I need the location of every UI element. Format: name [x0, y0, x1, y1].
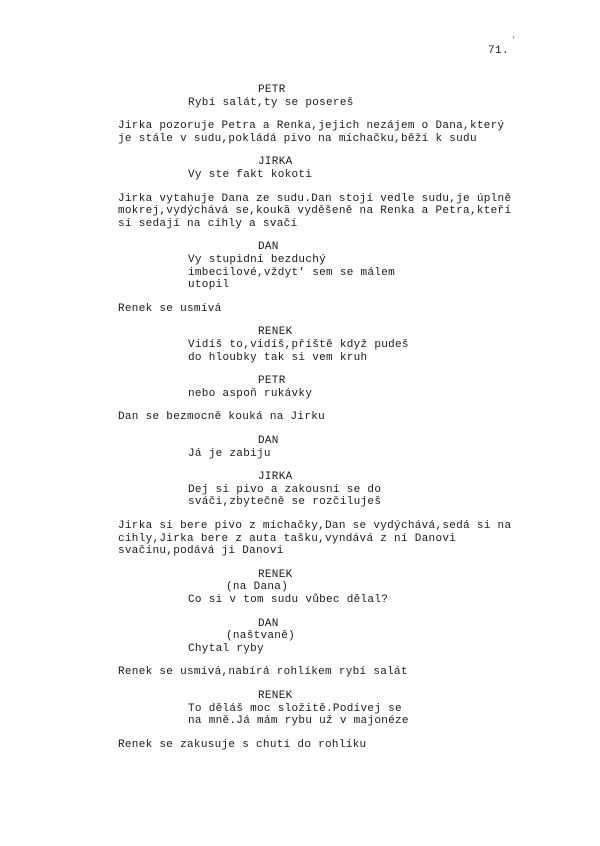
- dialogue-line: Dej si pivo a zakousni se do: [188, 483, 382, 496]
- dialogue-line: imbecilové,vždyt' sem se málem: [188, 266, 396, 279]
- action-line: Renek se usmívá,nabírá rohlíkem rybí salát: [118, 666, 408, 679]
- dialogue-line: Vy stupidní bezduchý: [188, 254, 327, 266]
- parenthetical: (na Dana): [226, 581, 289, 594]
- dialogue-line: Vidíš to,vidíš,příště když pudeš: [188, 339, 409, 351]
- action-line: Jirka si bere pivo z míchačky,Dan se vydýchává,sedá si na: [118, 520, 512, 532]
- character-name: PETR: [258, 375, 286, 388]
- dialogue-line: Rybí salát,ty se posereš: [188, 96, 354, 109]
- dialogue-line: nebo aspoň rukávky: [188, 387, 313, 400]
- character-name: JIRKA: [258, 471, 293, 484]
- corner-mark: ': [511, 36, 516, 45]
- character-name: RENEK: [258, 568, 293, 581]
- dialogue-line: do hloubky tak si vem kruh: [188, 351, 368, 364]
- action-line: Renek se usmívá: [118, 302, 222, 315]
- action-line: Dan se bezmocně kouká na Jirku: [118, 411, 326, 424]
- dialogue-line: utopil: [188, 279, 230, 292]
- page-number: 71.: [488, 45, 510, 57]
- character-name: RENEK: [258, 326, 293, 339]
- dialogue-line: To děláš moc složitě.Podívej se: [188, 702, 402, 715]
- character-name: PETR: [258, 84, 286, 96]
- character-name: DAN: [258, 241, 279, 254]
- dialogue-line: Já je zabiju: [188, 447, 271, 460]
- character-name: JIRKA: [258, 156, 293, 169]
- dialogue-line: na mně.Já mám rybu už v majonéze: [188, 715, 409, 728]
- action-line: Renek se zakusuje s chutí do rohlíku: [118, 738, 367, 751]
- action-line: si sedají na cihly a svačí: [118, 217, 298, 230]
- character-name: RENEK: [258, 690, 293, 702]
- dialogue-line: Chytal ryby: [188, 642, 264, 655]
- action-line: mokrej,vydýchává se,koukă vyděšeně na Renka a Petra,kteří: [118, 205, 512, 218]
- dialogue-line: sváči,zbytečně se rozčiluješ: [188, 496, 382, 509]
- character-name: DAN: [258, 435, 279, 447]
- action-line: je stále v sudu,pokládá pivo na míchačku,běží k sudu: [118, 132, 477, 145]
- action-line: cihly,Jirka bere z auta tašku,vyndává z ní Danovi: [118, 532, 457, 545]
- dialogue-line: Co si v tom sudu vůbec dělal?: [188, 594, 389, 606]
- action-line: Jirka vytahuje Dana ze sudu.Dan stojí vedle sudu,je úplně: [118, 192, 512, 205]
- dialogue-line: Vy ste fakt kokoti: [188, 169, 313, 181]
- parenthetical: (naštvaně): [226, 630, 296, 643]
- action-line: svačinu,podává ji Danovi: [118, 545, 284, 558]
- action-line: Jirka pozoruje Petra a Renka,jejich nezájem o Dana,který: [118, 120, 505, 133]
- character-name: DAN: [258, 617, 279, 630]
